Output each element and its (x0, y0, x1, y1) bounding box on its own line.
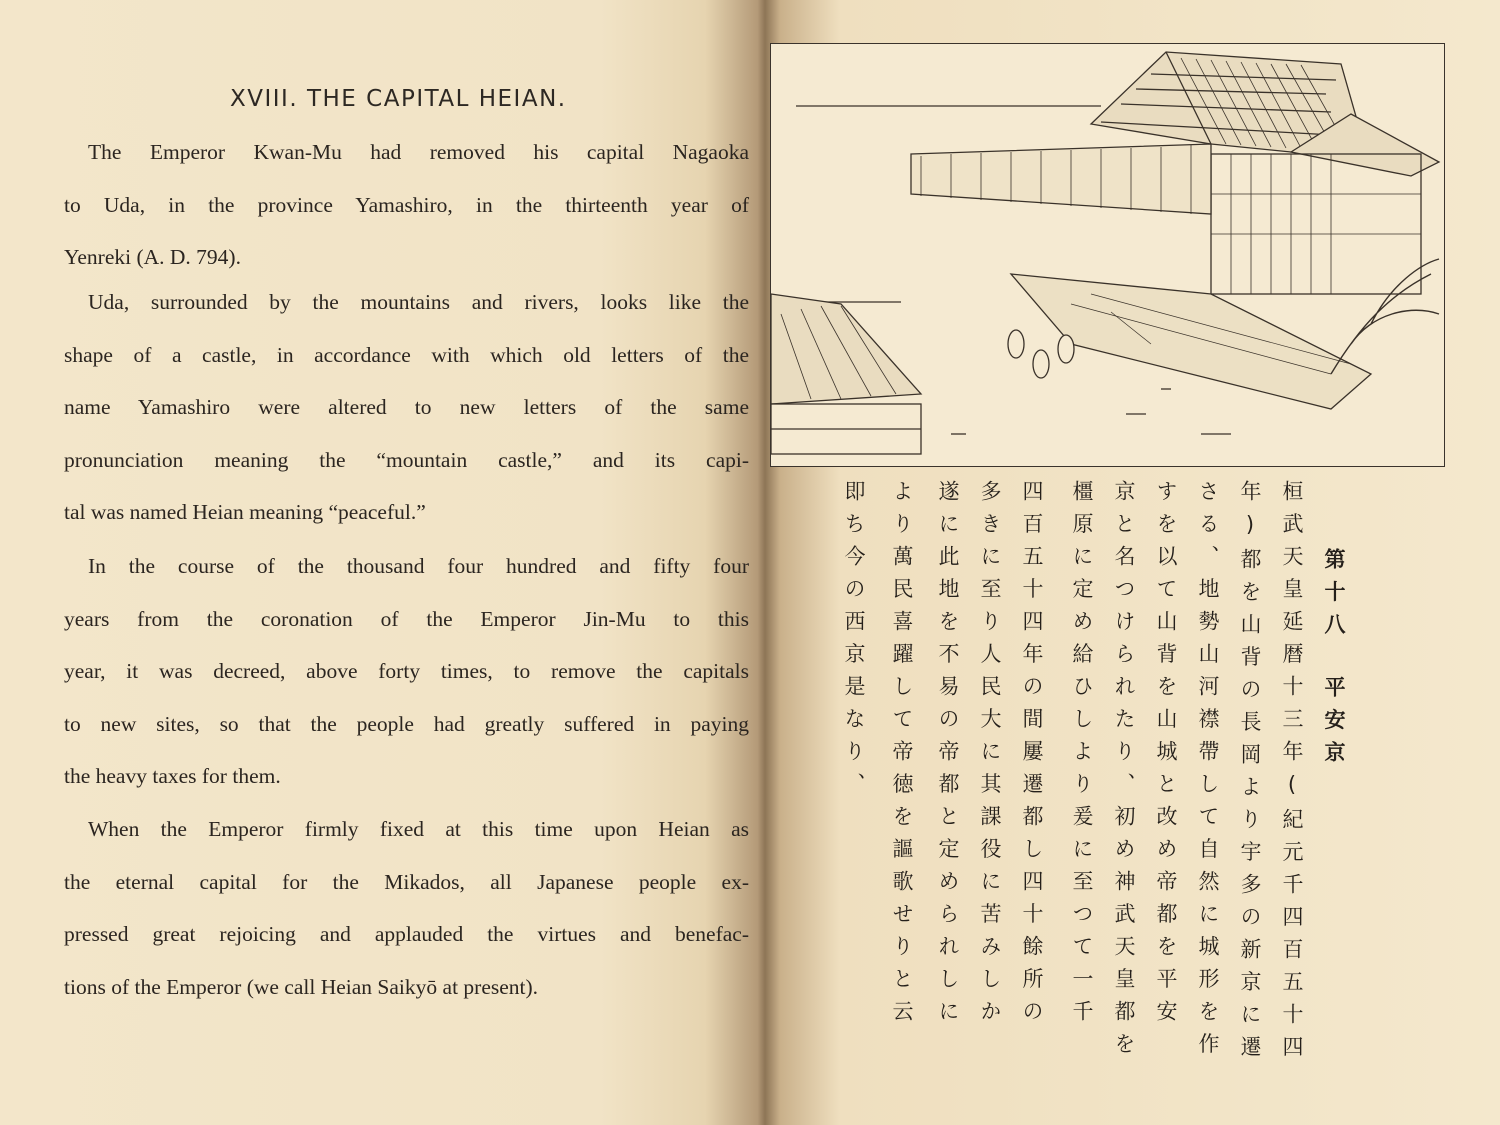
vertical-text-column: 即ち今の西京是なり、 (842, 480, 866, 805)
text-line: pronunciation meaning the “mountain castle,” and its capi- (64, 447, 749, 472)
chapter-title: XVIII. THE CAPITAL HEIAN. (230, 86, 567, 112)
text-line: the eternal capital for the Mikados, all Japanese people ex- (64, 869, 749, 894)
text-line: to new sites, so that the people had greatly suffered in paying (64, 711, 749, 736)
text-line: The Emperor Kwan-Mu had removed his capital Nagaoka (88, 140, 749, 164)
text-line: the heavy taxes for them. (64, 764, 281, 788)
text-line: years from the coronation of the Emperor Jin-Mu to this (64, 606, 749, 631)
paragraph-2 (64, 276, 749, 539)
text-line: Yenreki (A. D. 794). (64, 245, 241, 269)
palace-drawing (771, 44, 1444, 466)
text-line: Uda, surrounded by the mountains and rivers, looks like the (88, 290, 749, 314)
text-line: name Yamashiro were altered to new letters of the same (64, 395, 749, 419)
text-line: In the course of the thousand four hundred and fifty four (88, 554, 749, 578)
text-line: shape of a castle, in accordance with which old letters of the (64, 342, 749, 367)
paragraph-1 (64, 126, 749, 284)
text-line: tions of the Emperor (we call Heian Saikyō at present). (64, 974, 539, 999)
vertical-text-column: 遂に此地を不易の帝都と定められしに (936, 480, 960, 1033)
vertical-text-column: 橿原に定め給ひしより爰に至つて一千 (1070, 480, 1094, 1033)
text-line: tal was named Heian meaning “peaceful.” (64, 500, 426, 524)
text-line: year, it was decreed, above forty times, to remove the capitals (64, 659, 749, 683)
vertical-text-column: さる、地勢山河襟帶して自然に城形を作 (1196, 480, 1220, 1065)
paragraph-4 (64, 803, 749, 1013)
text-line: pressed great rejoicing and applauded the virtues and benefac- (64, 922, 749, 946)
vertical-text-column: 桓武天皇延暦十三年(紀元千四百五十四 (1280, 480, 1304, 1068)
vertical-text-column: 京と名つけられたり、初め神武天皇都を (1112, 480, 1136, 1065)
palace-illustration (770, 43, 1445, 467)
right-page (765, 0, 1500, 1125)
vertical-subheading: 平安京 (1322, 676, 1346, 774)
vertical-heading: 第十八 (1322, 548, 1346, 646)
vertical-text-column: 年)都を山背の長岡より宇多の新京に遷 (1238, 480, 1262, 1068)
vertical-text-column: 多きに至り人民大に其課役に苦みしか (978, 480, 1002, 1033)
vertical-text-column: すを以て山背を山城と改め帝都を平安 (1154, 480, 1178, 1033)
paragraph-3 (64, 540, 749, 803)
text-line: to Uda, in the province Yamashiro, in the thirteenth year of (64, 192, 749, 217)
text-line: When the Emperor firmly fixed at this time upon Heian as (88, 817, 749, 841)
vertical-text-column: より萬民喜躍して帝徳を謳歌せりと云 (890, 480, 914, 1033)
vertical-text-column: 四百五十四年の間屢遷都し四十餘所の (1020, 480, 1044, 1033)
